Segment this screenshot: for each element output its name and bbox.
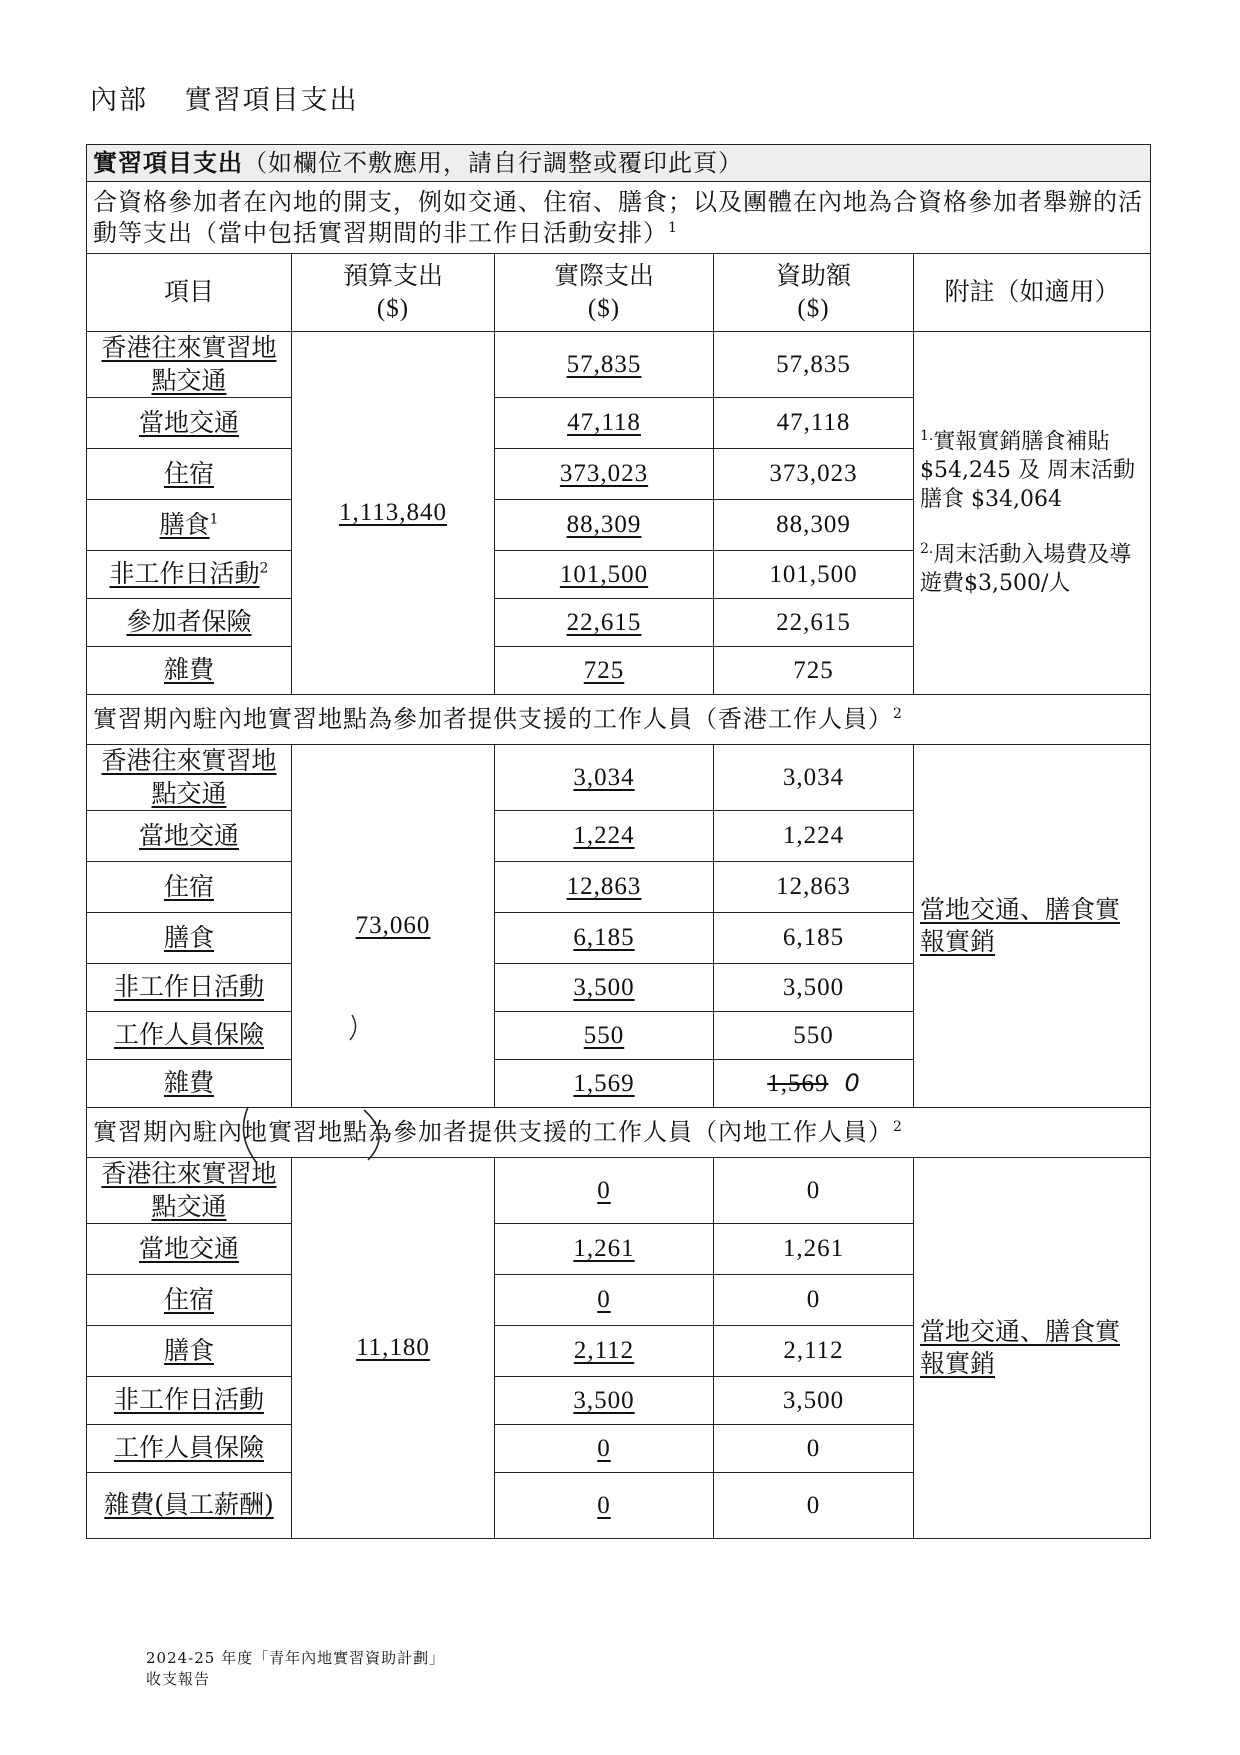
actual-value: 373,023	[559, 460, 649, 488]
budget-cell	[292, 1158, 495, 1539]
item-cell	[87, 1425, 292, 1473]
actual-value: 0	[597, 1491, 611, 1519]
actual-cell	[495, 862, 714, 913]
grant-cell	[714, 398, 914, 449]
section-heading-text: 實習期內駐內地實習地點為參加者提供支援的工作人員（香港工作人員）	[93, 705, 893, 734]
grant-cell	[714, 1224, 914, 1275]
item-cell	[87, 1473, 292, 1539]
actual-cell	[495, 449, 714, 500]
grant-value: 0	[806, 1434, 821, 1462]
item-label: 住宿	[163, 871, 214, 901]
section-heading	[87, 695, 1151, 745]
remark-note-1	[920, 427, 1144, 514]
actual-value: 550	[583, 1021, 625, 1049]
section-heading-row	[87, 695, 1151, 745]
grant-cell	[714, 1275, 914, 1326]
actual-value: 0	[597, 1286, 611, 1314]
actual-value: 88,309	[566, 511, 642, 539]
actual-value: 101,500	[559, 560, 649, 588]
budget-value: 73,060	[355, 911, 431, 939]
item-label: 非工作日活動	[113, 1385, 264, 1415]
item-label: 膳食	[163, 922, 214, 952]
item-footnote-marker: 1	[209, 511, 219, 528]
item-label: 當地交通	[138, 407, 239, 437]
item-label: 香港往來實習地點交通	[101, 1159, 277, 1221]
item-label: 膳食	[163, 1335, 214, 1365]
item-cell	[87, 1012, 292, 1060]
actual-value: 3,034	[573, 763, 635, 791]
grant-cell	[714, 1425, 914, 1473]
item-cell	[87, 551, 292, 599]
grant-value: 2,112	[783, 1337, 844, 1365]
grant-value: 725	[793, 656, 834, 684]
item-cell	[87, 862, 292, 913]
grant-cell	[714, 551, 914, 599]
item-label: 香港往來實習地點交通	[101, 746, 277, 808]
budget-cell	[292, 745, 495, 1108]
section-heading	[87, 1108, 1151, 1158]
item-label: 雜費	[163, 655, 214, 685]
actual-value: 1,224	[573, 822, 635, 850]
col-grant	[714, 254, 914, 332]
actual-value: 0	[597, 1176, 611, 1204]
column-header-row	[87, 254, 1151, 332]
item-cell	[87, 1224, 292, 1275]
grant-cell	[714, 913, 914, 964]
section-heading-text: 實習期內駐內地實習地點為參加者提供支援的工作人員（內地工作人員）	[93, 1118, 893, 1147]
handwritten-correction: 0	[844, 1068, 860, 1097]
col-budget	[292, 254, 495, 332]
item-cell	[87, 449, 292, 500]
item-label: 住宿	[163, 1284, 214, 1314]
actual-cell	[495, 811, 714, 862]
item-label: 當地交通	[138, 1233, 239, 1263]
grant-cell	[714, 811, 914, 862]
grant-value: 3,500	[782, 1386, 845, 1414]
grant-value: 373,023	[769, 460, 858, 488]
banner-title: 實習項目支出	[93, 148, 243, 177]
col-grant-label: 資助額	[775, 260, 851, 290]
grant-cell	[714, 745, 914, 811]
actual-value: 57,835	[566, 350, 642, 378]
item-cell	[87, 1275, 292, 1326]
actual-value: 2,112	[573, 1337, 635, 1365]
item-cell	[87, 1060, 292, 1108]
budget-value: 1,113,840	[338, 498, 448, 526]
grant-value: 0	[806, 1176, 821, 1204]
table-row	[87, 332, 1151, 398]
col-actual-unit: ($)	[587, 295, 621, 323]
banner-row	[87, 145, 1151, 182]
intro-footnote-marker: 1	[668, 219, 678, 236]
actual-cell	[495, 551, 714, 599]
actual-cell	[495, 1473, 714, 1539]
actual-value: 47,118	[567, 409, 641, 437]
item-label: 雜費(員工薪酬)	[104, 1490, 274, 1520]
page-title-text: 實習項目支出	[184, 85, 359, 116]
grant-value: 550	[793, 1021, 834, 1049]
remark-text: 當地交通、膳食實報實銷	[920, 1316, 1121, 1379]
remark-note-1-marker: 1.	[920, 428, 934, 445]
grant-cell	[714, 1012, 914, 1060]
footer-line-2: 收支報告	[146, 1670, 211, 1688]
grant-cell	[714, 862, 914, 913]
actual-cell	[495, 398, 714, 449]
actual-value: 3,500	[573, 1386, 635, 1414]
table-row	[87, 745, 1151, 811]
department-label: 內部	[90, 85, 148, 116]
actual-cell	[495, 647, 714, 695]
item-cell	[87, 332, 292, 398]
table-banner	[87, 145, 1151, 182]
remark-text: 當地交通、膳食實報實銷	[920, 894, 1121, 957]
actual-cell	[495, 1425, 714, 1473]
section-heading-row	[87, 1108, 1151, 1158]
item-cell	[87, 1326, 292, 1377]
table-row	[87, 1158, 1151, 1224]
item-label: 雜費	[163, 1068, 214, 1098]
grant-value: 12,863	[776, 873, 851, 901]
actual-cell	[495, 1224, 714, 1275]
col-budget-label: 預算支出	[342, 260, 443, 290]
grant-value: 1,224	[782, 822, 845, 850]
actual-value: 0	[597, 1434, 611, 1462]
grant-cell	[714, 332, 914, 398]
remark-cell	[914, 745, 1151, 1108]
item-cell	[87, 599, 292, 647]
page-title	[90, 78, 359, 117]
col-remark	[914, 254, 1151, 332]
actual-value: 3,500	[573, 973, 635, 1001]
actual-value: 1,569	[573, 1069, 635, 1097]
remark-cell	[914, 332, 1151, 695]
item-cell	[87, 811, 292, 862]
item-label: 膳食	[159, 509, 210, 539]
col-actual	[495, 254, 714, 332]
item-cell	[87, 913, 292, 964]
grant-value: 22,615	[776, 608, 851, 636]
grant-value: 0	[806, 1286, 821, 1314]
grant-value: 3,500	[782, 973, 845, 1001]
grant-cell	[714, 1473, 914, 1539]
actual-value: 12,863	[566, 873, 642, 901]
col-item	[87, 254, 292, 332]
actual-cell	[495, 1060, 714, 1108]
grant-cell	[714, 1158, 914, 1224]
grant-cell	[714, 1326, 914, 1377]
item-label: 住宿	[163, 458, 214, 488]
item-cell	[87, 398, 292, 449]
grant-value: 47,118	[776, 409, 851, 437]
grant-cell	[714, 964, 914, 1012]
item-label: 參加者保險	[126, 607, 252, 637]
intro-text: 合資格參加者在內地的開支，例如交通、住宿、膳食；以及團體在內地為合資格參加者舉辦的活動等支出（當中包括實習期間的非工作日活動安排）	[93, 187, 1143, 247]
intro-cell	[87, 182, 1151, 254]
col-budget-unit: ($)	[376, 295, 410, 323]
item-cell	[87, 500, 292, 551]
actual-cell	[495, 1326, 714, 1377]
item-cell	[87, 745, 292, 811]
col-remark-label: 附註（如適用）	[944, 277, 1120, 307]
grant-value: 1,261	[782, 1235, 845, 1263]
actual-cell	[495, 500, 714, 551]
col-actual-label: 實際支出	[553, 260, 654, 290]
item-cell	[87, 964, 292, 1012]
actual-cell	[495, 1158, 714, 1224]
item-label: 非工作日活動	[109, 559, 260, 589]
item-label: 香港往來實習地點交通	[101, 333, 277, 395]
grant-cell	[714, 449, 914, 500]
remark-note-2-marker: 2.	[920, 541, 934, 558]
grant-value: 0	[806, 1491, 821, 1519]
col-grant-unit: ($)	[797, 295, 830, 323]
grant-cell	[714, 599, 914, 647]
item-cell	[87, 1377, 292, 1425]
actual-cell	[495, 964, 714, 1012]
grant-cell	[714, 1060, 914, 1108]
grant-value: 88,309	[776, 511, 851, 539]
actual-cell	[495, 745, 714, 811]
grant-cell	[714, 647, 914, 695]
actual-cell	[495, 1377, 714, 1425]
intro-row	[87, 182, 1151, 254]
grant-cell	[714, 1377, 914, 1425]
item-label: 當地交通	[138, 820, 239, 850]
actual-value: 6,185	[573, 924, 635, 952]
actual-cell	[495, 599, 714, 647]
section-heading-footnote: 2	[893, 706, 903, 723]
actual-cell	[495, 913, 714, 964]
remark-note-1-text: 實報實銷膳食補貼 $54,245 及 周末活動膳食 $34,064	[920, 429, 1135, 512]
item-label: 工作人員保險	[113, 1433, 264, 1463]
remark-cell	[914, 1158, 1151, 1539]
item-label: 非工作日活動	[113, 972, 264, 1002]
grant-value: 101,500	[769, 560, 858, 588]
grant-value: 3,034	[782, 763, 845, 791]
grant-cell	[714, 500, 914, 551]
footer-line-1: 2024-25 年度「青年內地實習資助計劃」	[146, 1649, 446, 1667]
banner-note: （如欄位不敷應用，請自行調整或覆印此頁）	[243, 149, 743, 177]
actual-value: 22,615	[566, 608, 642, 636]
item-cell	[87, 1158, 292, 1224]
grant-value: 57,835	[776, 350, 851, 378]
col-item-label: 項目	[163, 277, 214, 307]
page-footer	[146, 1648, 445, 1690]
actual-value: 1,261	[573, 1235, 635, 1263]
actual-cell	[495, 332, 714, 398]
actual-cell	[495, 1012, 714, 1060]
actual-value: 725	[583, 656, 625, 684]
budget-cell	[292, 332, 495, 695]
remark-note-2-text: 周末活動入場費及導遊費$3,500/人	[920, 542, 1132, 597]
grant-value: 1,569	[767, 1069, 829, 1097]
item-cell	[87, 647, 292, 695]
grant-value: 6,185	[782, 924, 845, 952]
expense-table	[86, 144, 1151, 1539]
item-label: 工作人員保險	[113, 1020, 264, 1050]
section-heading-footnote: 2	[893, 1119, 903, 1136]
budget-value: 11,180	[356, 1333, 430, 1361]
remark-note-2	[920, 540, 1144, 599]
item-footnote-marker: 2	[259, 561, 269, 578]
actual-cell	[495, 1275, 714, 1326]
